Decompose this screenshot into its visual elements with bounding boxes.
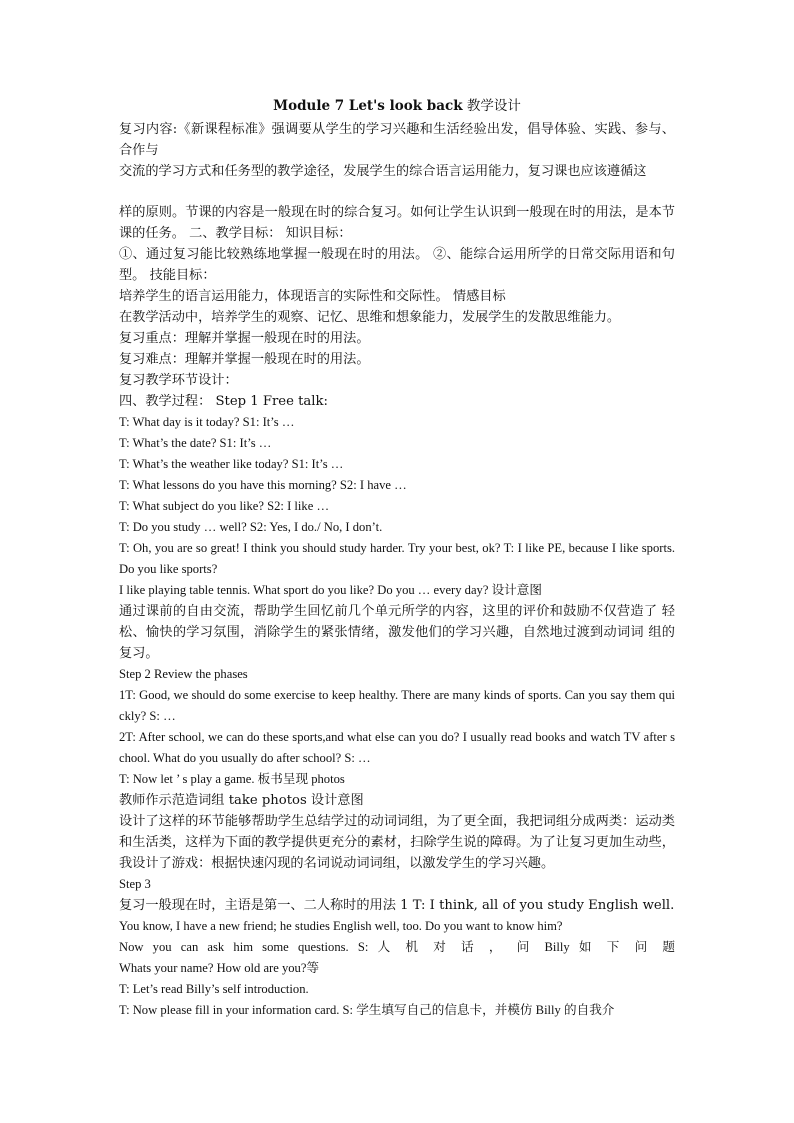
paragraph: T: What’s the date? S1: It’s … [119,436,272,450]
paragraph: T: Oh, you are so great! I think you should study harder. Try your best, ok? T: I like PE, because I like sports. Do you like sports? [119,541,675,576]
paragraph: T: Do you study … well? S2: Yes, I do./ No, I don’t. [119,520,383,534]
paragraph: 设计了这样的环节能够帮助学生总结学过的动词词组，为了更全面，我把词组分成两类：运动类和生活类，这样为下面的教学提供更充分的素材，扫除学生说的障碍。为了让复习更加生动些，我设计了游戏：根据快速闪现的名词说动词词组，以激发学生的学习兴趣。 [119,814,675,871]
paragraph: 培养学生的语言运用能力，体现语言的实际性和交际性。 情感目标 [119,289,506,304]
paragraph: You know, I have a new friend; he studies English well, too. Do you want to know him? [119,919,563,933]
paragraph: T: What’s the weather like today? S1: It’s … [119,457,344,471]
paragraph: 复习难点：理解并掌握一般现在时的用法。 [119,352,370,367]
paragraph: 四、教学过程： Step 1 Free talk: [119,394,328,409]
paragraph: 样的原则。节课的内容是一般现在时的综合复习。如何让学生认识到一般现在时的用法，是本节课的任务。 二、教学目标： 知识目标： [119,205,675,241]
paragraph: Now you can ask him some questions. S: 人 机 对 话 ， 问 Billy 如 下 问 题 [119,940,675,954]
paragraph: 复习重点：理解并掌握一般现在时的用法。 [119,331,370,346]
document-title [119,96,675,117]
paragraph: Step 3 [119,877,151,891]
paragraph: I like playing table tennis. What sport do you like? Do you … every day? 设计意图 [119,583,542,597]
paragraph: 1T: Good, we should do some exercise to keep healthy. There are many kinds of sports. Can you say them quickly? S: … [119,688,675,723]
paragraph: 教师作示范造词组 take photos 设计意图 [119,793,364,808]
document-page [119,96,675,1021]
paragraph: T: What subject do you like? S2: I like … [119,499,330,513]
paragraph: 复习教学环节设计： [119,373,238,388]
paragraph: T: Now please fill in your information card. S: 学生填写自己的信息卡，并模仿 Billy 的自我介 [119,1003,615,1017]
title-chinese: 教学设计 [462,98,521,114]
paragraph: 在教学活动中，培养学生的观察、记忆、思维和想象能力，发展学生的发散思维能力。 [119,310,621,325]
paragraph: Step 2 Review the phases [119,667,248,681]
paragraph: 复习内容:《新课程标准》强调要从学生的学习兴趣和生活经验出发，倡导体验、实践、参与、合作与 [119,122,675,158]
paragraph: T: What day is it today? S1: It’s … [119,415,295,429]
paragraph: 交流的学习方式和任务型的教学途径，发展学生的综合语言运用能力，复习课也应该遵循这 [119,164,647,179]
paragraph: T: What lessons do you have this morning? S2: I have … [119,478,407,492]
title-english: Module 7 Let's look back [273,98,463,114]
paragraph: 复习一般现在时，主语是第一、二人称时的用法 1 T: I think, all of you study English well. [119,898,675,913]
paragraph: 2T: After school, we can do these sports,and what else can you do? I usually read books and watch TV after school. What do you usually do after school? S: … [119,730,675,765]
paragraph: 通过课前的自由交流，帮助学生回忆前几个单元所学的内容，这里的评价和鼓励不仅营造了 轻松、愉快的学习氛围，消除学生的紧张情绪，激发他们的学习兴趣，自然地过渡到动词词 组的复习。 [119,604,675,661]
paragraph: T: Let’s read Billy’s self introduction. [119,982,309,996]
paragraph: Whats your name? How old are you?等 [119,961,320,975]
paragraph: T: Now let ’ s play a game. 板书呈现 photos [119,772,345,786]
blank-gap [119,182,675,202]
paragraph: ①、通过复习能比较熟练地掌握一般现在时的用法。 ②、能综合运用所学的日常交际用语和句型。 技能目标： [119,247,675,283]
